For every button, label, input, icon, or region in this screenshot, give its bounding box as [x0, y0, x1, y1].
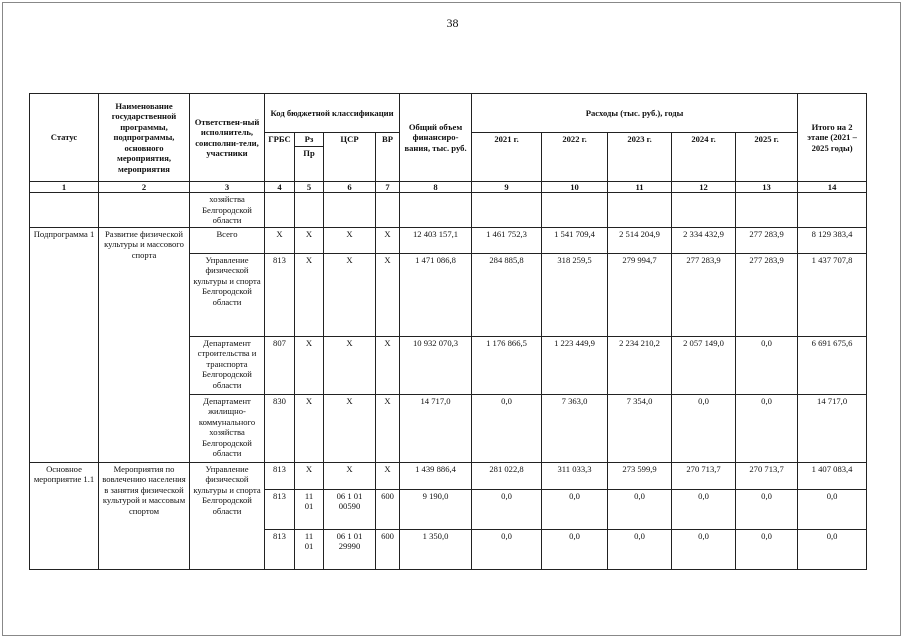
table-cell	[400, 193, 472, 227]
column-number: 5	[295, 182, 324, 193]
year-cell: 284 885,8	[472, 253, 542, 336]
year-cell: 2 234 210,2	[608, 336, 672, 394]
grbs-cell: 813	[265, 529, 295, 569]
vr-cell: 600	[376, 529, 400, 569]
year-cell: 0,0	[472, 489, 542, 529]
rz-pr-cell	[295, 529, 324, 569]
column-number: 12	[672, 182, 736, 193]
rz-cell: Х	[295, 462, 324, 489]
header-status: Статус	[30, 94, 99, 182]
column-number: 3	[190, 182, 265, 193]
year-cell: 318 259,5	[542, 253, 608, 336]
table-row	[30, 227, 867, 253]
year-cell: 1 541 709,4	[542, 227, 608, 253]
table-cell	[608, 193, 672, 227]
vr-cell: Х	[376, 227, 400, 253]
itogo-cell: 1 437 707,8	[798, 253, 867, 336]
grbs-cell: 813	[265, 253, 295, 336]
year-cell: 7 363,0	[542, 394, 608, 462]
column-number: 7	[376, 182, 400, 193]
year-cell: 0,0	[736, 394, 798, 462]
itogo-cell: 0,0	[798, 489, 867, 529]
year-cell: 0,0	[608, 489, 672, 529]
rz-value: 11	[304, 490, 314, 501]
grbs-cell: Х	[265, 227, 295, 253]
header-year-2025: 2025 г.	[736, 133, 798, 182]
column-number: 1	[30, 182, 99, 193]
column-number: 9	[472, 182, 542, 193]
column-number: 6	[324, 182, 376, 193]
year-cell: 311 033,3	[542, 462, 608, 489]
column-number: 2	[99, 182, 190, 193]
table-cell	[295, 193, 324, 227]
budget-table	[29, 93, 867, 570]
year-cell: 277 283,9	[672, 253, 736, 336]
header-rz: Рз	[304, 134, 314, 144]
vr-cell: Х	[376, 394, 400, 462]
year-cell: 0,0	[736, 489, 798, 529]
main-event-name: Мероприятия по вовлечению населения в занятия физической культурой и массовым спортом	[99, 462, 190, 569]
rz-cell: Х	[295, 394, 324, 462]
column-number: 14	[798, 182, 867, 193]
csr-cell: Х	[324, 336, 376, 394]
header-pr: Пр	[295, 146, 324, 158]
vr-cell: Х	[376, 336, 400, 394]
year-cell: 1 461 752,3	[472, 227, 542, 253]
header-vr: ВР	[376, 133, 400, 182]
year-cell: 0,0	[608, 529, 672, 569]
table-cell	[472, 193, 542, 227]
table-cell	[672, 193, 736, 227]
csr-cell: Х	[324, 462, 376, 489]
year-cell: 281 022,8	[472, 462, 542, 489]
column-number: 11	[608, 182, 672, 193]
year-cell: 270 713,7	[672, 462, 736, 489]
grbs-cell: 807	[265, 336, 295, 394]
column-number: 4	[265, 182, 295, 193]
executor-cell: Управление физической культуры и спорта Белгородской области	[190, 253, 265, 336]
grbs-cell: 813	[265, 489, 295, 529]
total-cell: 1 471 086,8	[400, 253, 472, 336]
table-row	[30, 462, 867, 489]
header-expenses: Расходы (тыс. руб.), годы	[472, 94, 798, 133]
table-cell	[798, 193, 867, 227]
year-cell: 2 057 149,0	[672, 336, 736, 394]
pr-value: 01	[304, 541, 314, 552]
year-cell: 0,0	[672, 489, 736, 529]
itogo-cell: 8 129 383,4	[798, 227, 867, 253]
header-year-2022: 2022 г.	[542, 133, 608, 182]
year-cell: 0,0	[672, 529, 736, 569]
total-cell: 1 439 886,4	[400, 462, 472, 489]
table-cell	[30, 193, 99, 227]
total-cell: 9 190,0	[400, 489, 472, 529]
table-cell	[99, 193, 190, 227]
rz-value: 11	[304, 530, 314, 541]
rz-pr-cell	[295, 489, 324, 529]
year-cell: 0,0	[542, 529, 608, 569]
continuation-row	[30, 193, 867, 227]
year-cell: 7 354,0	[608, 394, 672, 462]
header-rz-pr	[295, 133, 324, 182]
total-cell: 10 932 070,3	[400, 336, 472, 394]
year-cell: 0,0	[736, 529, 798, 569]
executor-cell: Всего	[190, 227, 265, 253]
year-cell: 2 334 432,9	[672, 227, 736, 253]
page-number: 38	[446, 16, 459, 30]
executor-cell: хозяйства Белгородской области	[190, 193, 265, 227]
header-itogo: Итого на 2 этапе (2021 – 2025 годы)	[798, 94, 867, 182]
itogo-cell: 0,0	[798, 529, 867, 569]
header-name: Наименование государственной программы, подпрограммы, основного мероприятия, мероприятия	[99, 94, 190, 182]
csr-cell: 06 1 01 00590	[324, 489, 376, 529]
year-cell: 0,0	[472, 529, 542, 569]
header-year-2024: 2024 г.	[672, 133, 736, 182]
header-total: Общий объем финансиро-вания, тыс. руб.	[400, 94, 472, 182]
executor-cell: Департамент жилищно-коммунального хозяйства Белгородской области	[190, 394, 265, 462]
rz-cell: Х	[295, 227, 324, 253]
total-cell: 1 350,0	[400, 529, 472, 569]
table-cell	[265, 193, 295, 227]
main-event-executor: Управление физической культуры и спорта Белгородской области	[190, 462, 265, 569]
column-number: 10	[542, 182, 608, 193]
header-row-top	[30, 94, 867, 133]
table-cell	[736, 193, 798, 227]
year-cell: 1 176 866,5	[472, 336, 542, 394]
itogo-cell: 1 407 083,4	[798, 462, 867, 489]
grbs-cell: 830	[265, 394, 295, 462]
header-grbs: ГРБС	[265, 133, 295, 182]
pr-value: 01	[304, 501, 314, 512]
year-cell: 277 283,9	[736, 227, 798, 253]
rz-cell: Х	[295, 253, 324, 336]
itogo-cell: 14 717,0	[798, 394, 867, 462]
year-cell: 0,0	[736, 336, 798, 394]
vr-cell: 600	[376, 489, 400, 529]
executor-cell: Департамент строительства и транспорта Белгородской области	[190, 336, 265, 394]
year-cell: 273 599,9	[608, 462, 672, 489]
header-csr: ЦСР	[324, 133, 376, 182]
year-cell: 277 283,9	[736, 253, 798, 336]
total-cell: 12 403 157,1	[400, 227, 472, 253]
csr-cell: 06 1 01 29990	[324, 529, 376, 569]
subprogram-status: Подпрограмма 1	[30, 227, 99, 462]
vr-cell: Х	[376, 253, 400, 336]
year-cell: 0,0	[542, 489, 608, 529]
year-cell: 2 514 204,9	[608, 227, 672, 253]
table-cell	[542, 193, 608, 227]
year-cell: 1 223 449,9	[542, 336, 608, 394]
year-cell: 0,0	[672, 394, 736, 462]
header-executor: Ответствен-ный исполнитель, соисполни-тели, участники	[190, 94, 265, 182]
subprogram-name: Развитие физической культуры и массового спорта	[99, 227, 190, 462]
grbs-cell: 813	[265, 462, 295, 489]
csr-cell: Х	[324, 253, 376, 336]
rz-cell: Х	[295, 336, 324, 394]
csr-cell: Х	[324, 394, 376, 462]
column-number: 8	[400, 182, 472, 193]
main-event-status: Основное мероприятие 1.1	[30, 462, 99, 569]
header-budget-code: Код бюджетной классификации	[265, 94, 400, 133]
table-cell	[324, 193, 376, 227]
header-year-2023: 2023 г.	[608, 133, 672, 182]
year-cell: 279 994,7	[608, 253, 672, 336]
table-cell	[376, 193, 400, 227]
vr-cell: Х	[376, 462, 400, 489]
column-number-row	[30, 182, 867, 193]
itogo-cell: 6 691 675,6	[798, 336, 867, 394]
csr-cell: Х	[324, 227, 376, 253]
header-year-2021: 2021 г.	[472, 133, 542, 182]
total-cell: 14 717,0	[400, 394, 472, 462]
column-number: 13	[736, 182, 798, 193]
year-cell: 0,0	[472, 394, 542, 462]
year-cell: 270 713,7	[736, 462, 798, 489]
